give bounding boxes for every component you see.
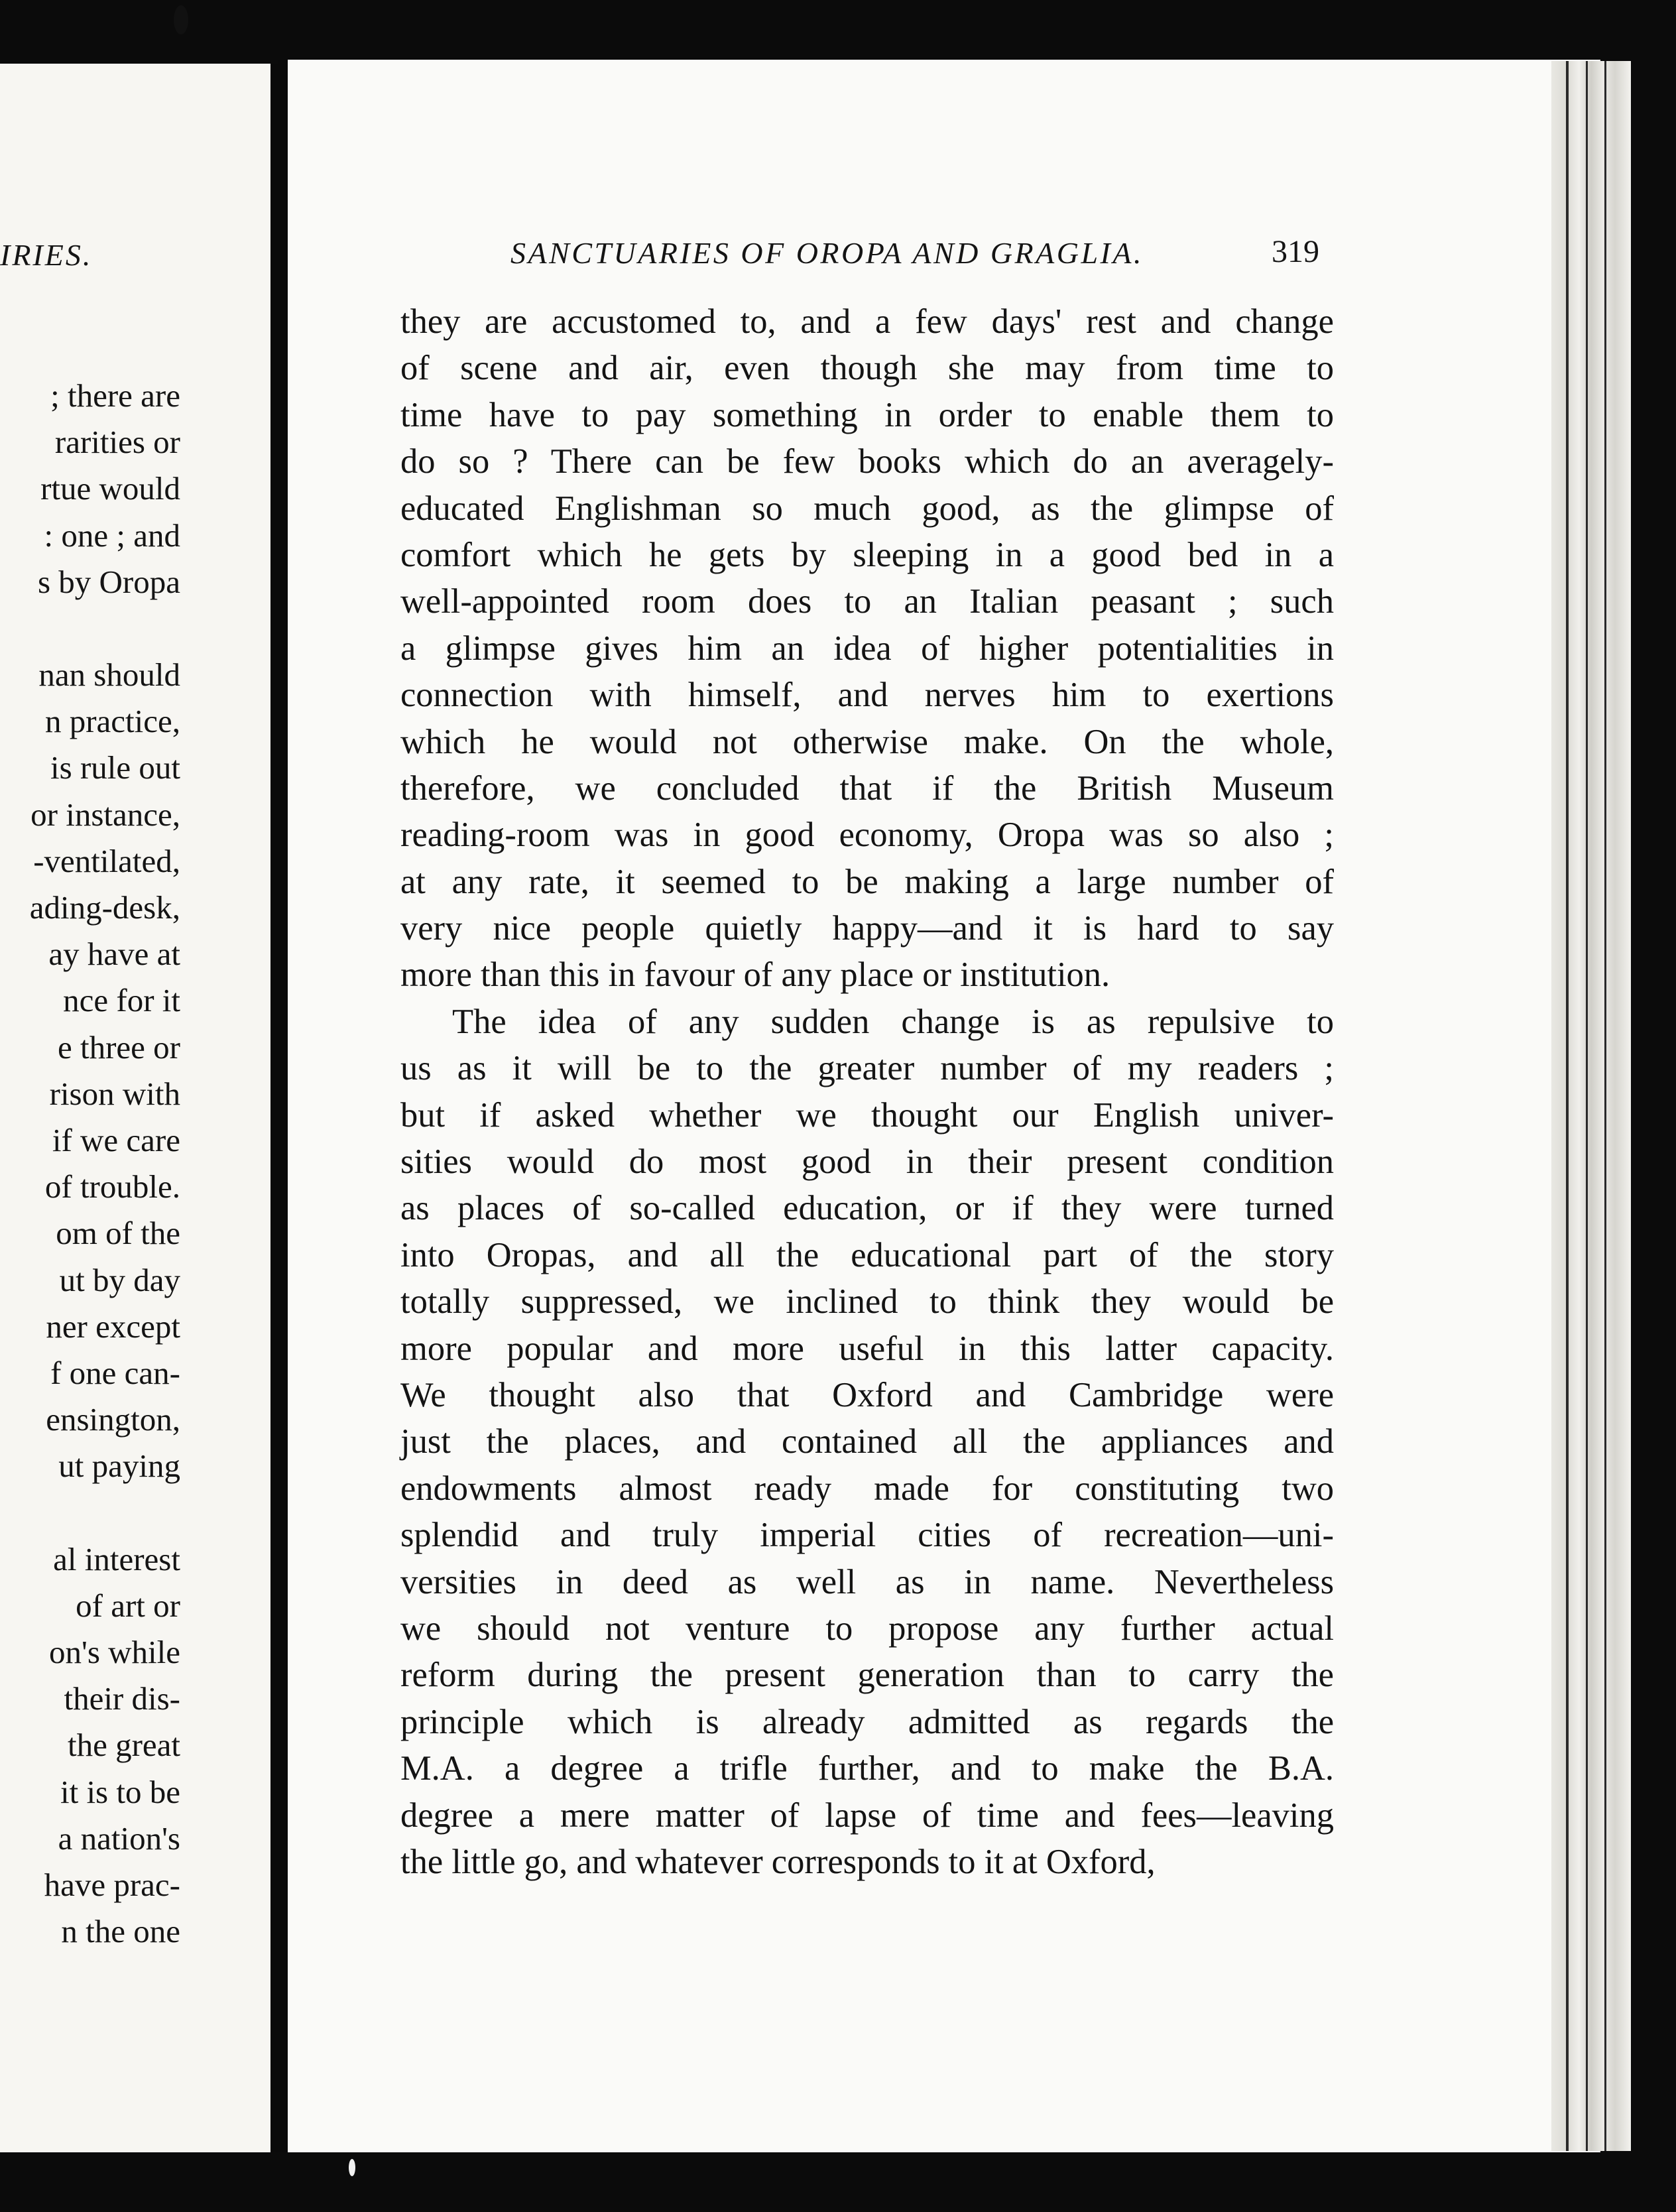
text-line: more than this in favour of any place or institution.: [400, 955, 1110, 995]
page-edge-line: [1604, 61, 1606, 2151]
facing-page-line: it is to be: [60, 1773, 180, 1810]
facing-page-line: nce for it: [63, 982, 180, 1019]
text-line: we should not venture to propose any further actual: [400, 1609, 1334, 1648]
facing-page-running-head: IRIES.: [0, 238, 93, 272]
facing-page-line: n the one: [61, 1913, 180, 1950]
text-line: The idea of any sudden change is as repulsive to: [452, 1002, 1334, 1041]
text-line: more popular and more useful in this latter capacity.: [400, 1329, 1334, 1368]
facing-page-line: nan should: [38, 656, 180, 693]
text-line: reading-room was in good economy, Oropa was so also ;: [400, 816, 1334, 855]
text-line: splendid and truly imperial cities of recreation—uni-: [400, 1516, 1334, 1555]
facing-page-line: -ventilated,: [33, 842, 180, 879]
facing-page-line: or instance,: [30, 796, 180, 833]
text-line: time have to pay something in order to enable them to: [400, 395, 1334, 434]
text-line: M.A. a degree a trifle further, and to make the B.A.: [400, 1749, 1334, 1788]
text-line: educated Englishman so much good, as the glimpse of: [400, 489, 1334, 528]
scan-speck: [349, 2159, 355, 2176]
facing-page-line: of art or: [76, 1587, 180, 1624]
facing-page-line: the great: [67, 1727, 180, 1764]
facing-page-line: ensington,: [46, 1401, 180, 1438]
facing-page-line: have prac-: [44, 1867, 180, 1903]
text-line: connection with himself, and nerves him to exertions: [400, 676, 1334, 715]
page-edge-line: [1586, 61, 1588, 2151]
text-line: which he would not otherwise make. On the whole,: [400, 722, 1334, 761]
facing-page-line: om of the: [56, 1215, 180, 1252]
facing-page-line: e three or: [58, 1028, 180, 1066]
page-edge-line: [1566, 61, 1569, 2151]
facing-page-line: on's while: [48, 1634, 180, 1670]
facing-page-line: their dis-: [64, 1680, 180, 1717]
facing-page-line: s by Oropa: [37, 563, 180, 600]
text-line: very nice people quietly happy—and it is hard to say: [400, 909, 1334, 948]
body-text: [400, 298, 1334, 1885]
facing-page-line: ut paying: [58, 1447, 180, 1485]
text-line: just the places, and contained all the appliances and: [400, 1422, 1334, 1461]
text-line: do so ? There can be few books which do an averagely-: [400, 442, 1334, 481]
page-edges: [1551, 61, 1631, 2151]
facing-page-line: rtue would: [40, 470, 180, 507]
facing-page-line: a nation's: [58, 1819, 180, 1857]
text-line: as places of so-called education, or if they were turned: [400, 1189, 1334, 1228]
text-line: therefore, we concluded that if the British Museum: [400, 768, 1334, 808]
scan-speck: [174, 5, 188, 34]
facing-page-line: if we care: [52, 1122, 180, 1158]
facing-page-line: ; there are: [50, 377, 180, 414]
text-line: principle which is already admitted as regards the: [400, 1702, 1334, 1741]
text-line: comfort which he gets by sleeping in a good bed in a: [400, 535, 1334, 574]
running-head: SANCTUARIES OF OROPA AND GRAGLIA.: [510, 236, 1144, 270]
text-line: but if asked whether we thought our English univer-: [400, 1095, 1334, 1135]
facing-page-line: ut by day: [59, 1261, 180, 1298]
facing-page-line: n practice,: [44, 703, 180, 740]
page-number: 319: [1272, 234, 1319, 269]
facing-page: [0, 64, 270, 2152]
facing-page-line: rison with: [49, 1075, 180, 1112]
text-line: of scene and air, even though she may from time to: [400, 349, 1334, 388]
text-line: the little go, and whatever corresponds to it at Oxford,: [400, 1842, 1156, 1881]
facing-page-line: : one ; and: [44, 517, 180, 554]
text-line: us as it will be to the greater number of my readers ;: [400, 1049, 1334, 1088]
text-line: We thought also that Oxford and Cambridge were: [400, 1375, 1334, 1414]
text-line: totally suppressed, we inclined to think they would be: [400, 1282, 1334, 1321]
text-line: at any rate, it seemed to be making a large number of: [400, 862, 1334, 901]
facing-page-line: al interest: [53, 1540, 180, 1577]
facing-page-line: ay have at: [48, 936, 180, 973]
facing-page-line: is rule out: [50, 749, 180, 786]
text-line: endowments almost ready made for constituting two: [400, 1469, 1334, 1508]
facing-page-line: rarities or: [54, 424, 180, 461]
scan-margin: [0, 2152, 1676, 2212]
facing-page-line: f one can-: [50, 1355, 180, 1391]
text-line: a glimpse gives him an idea of higher potentialities in: [400, 629, 1334, 668]
facing-page-line: of trouble.: [44, 1168, 180, 1205]
text-line: well-appointed room does to an Italian peasant ; such: [400, 582, 1334, 621]
facing-page-line: ner except: [46, 1308, 180, 1345]
text-line: reform during the present generation than to carry the: [400, 1656, 1334, 1695]
facing-page-line: ading-desk,: [29, 889, 180, 926]
text-line: they are accustomed to, and a few days' rest and change: [400, 302, 1334, 341]
text-line: versities in deed as well as in name. Nevertheless: [400, 1562, 1334, 1601]
text-line: into Oropas, and all the educational part of the story: [400, 1235, 1334, 1274]
text-line: sities would do most good in their present condition: [400, 1142, 1334, 1182]
text-line: degree a mere matter of lapse of time and fees—leaving: [400, 1796, 1334, 1835]
